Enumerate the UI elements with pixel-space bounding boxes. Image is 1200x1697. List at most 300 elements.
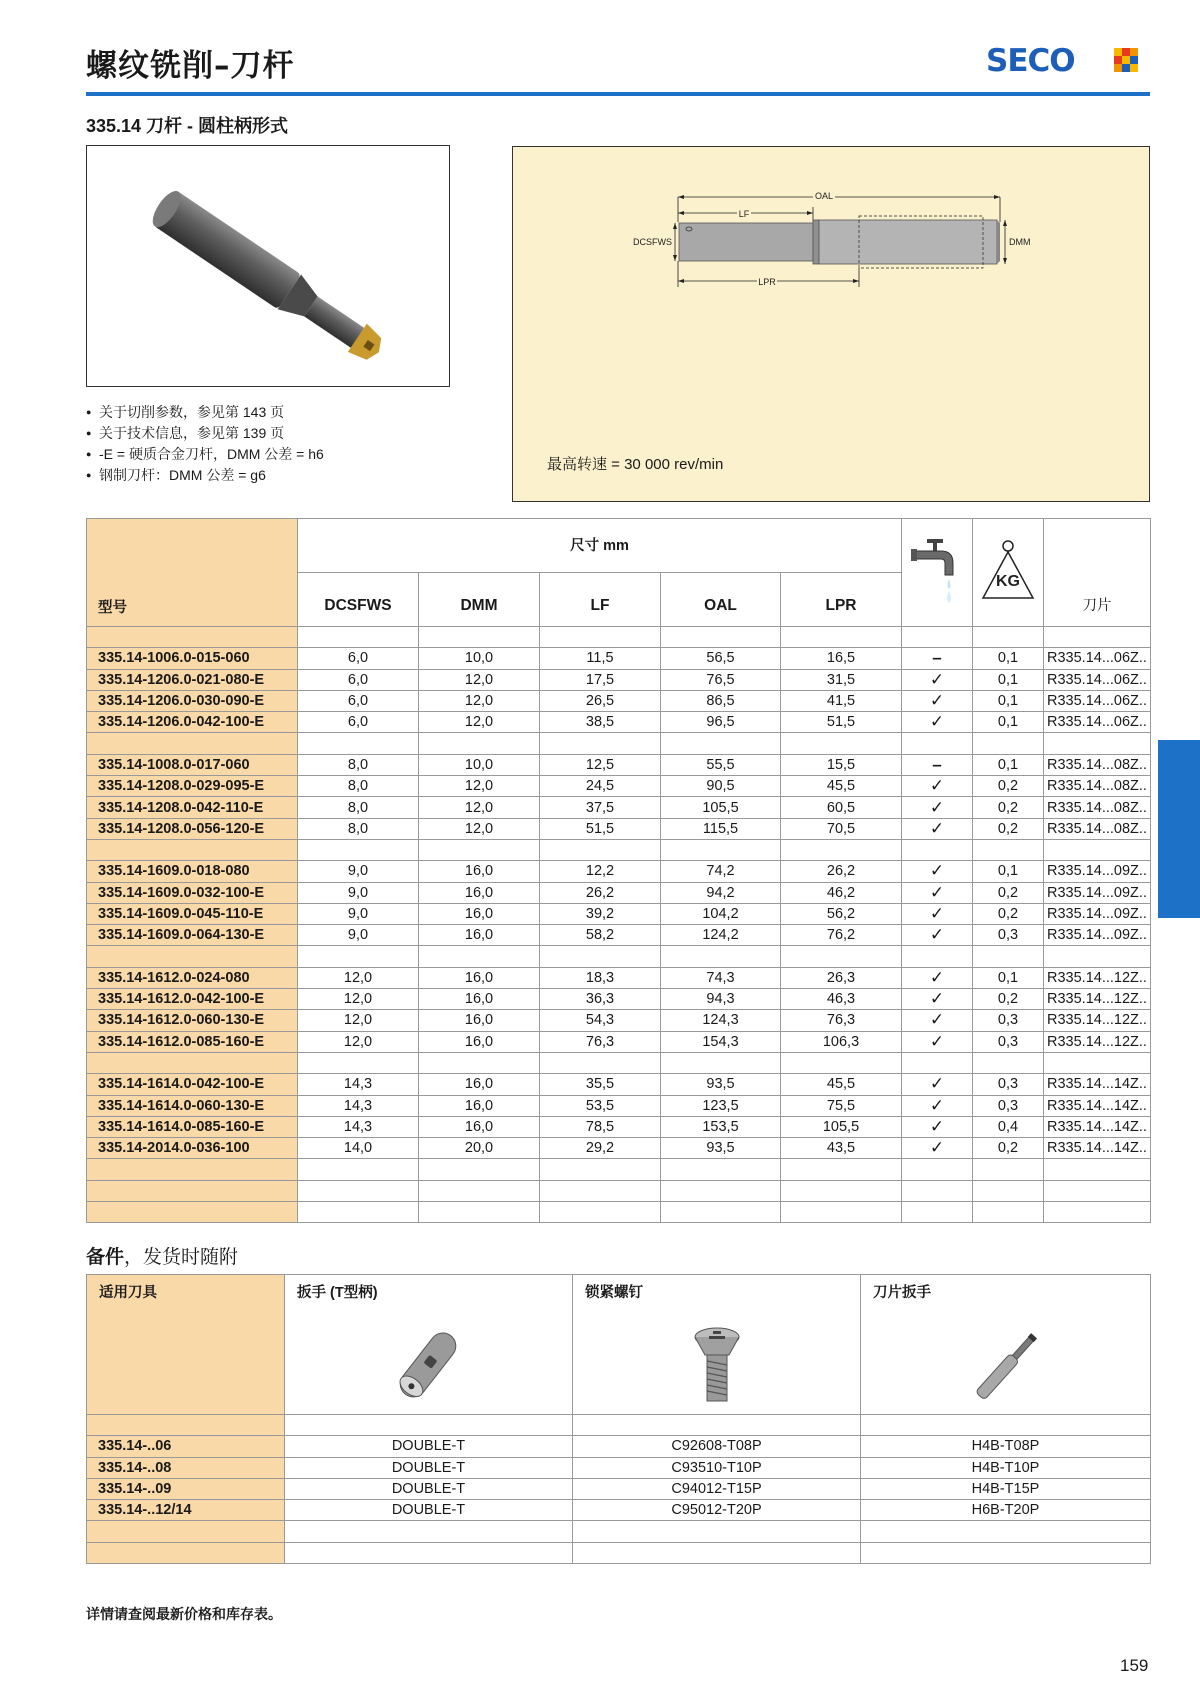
spacer-cell — [540, 946, 661, 967]
table-row — [87, 1095, 1151, 1116]
lf-cell: 58,2 — [540, 925, 661, 946]
logo-mark-icon — [1114, 48, 1138, 72]
lf-cell: 78,5 — [540, 1116, 661, 1137]
coolant-cell: ✓ — [902, 1074, 973, 1095]
kg-cell: 0,3 — [973, 1095, 1044, 1116]
oal-cell: 74,2 — [661, 861, 781, 882]
insert-cell: R335.14...08Z.. — [1044, 776, 1151, 797]
insert-cell: R335.14...14Z.. — [1044, 1095, 1151, 1116]
kg-cell: 0,2 — [973, 818, 1044, 839]
spacer-cell — [298, 627, 419, 648]
coolant-cell: ✓ — [902, 925, 973, 946]
screw-cell: C93510-T10P — [573, 1457, 861, 1478]
spacer-row — [87, 627, 1151, 648]
spacer-cell — [419, 627, 540, 648]
table-row — [87, 712, 1151, 733]
t-wrench-header — [285, 1275, 573, 1415]
insert-column-header: 刀片 — [1044, 519, 1151, 627]
lpr-cell: 70,5 — [781, 818, 902, 839]
kg-cell: 0,3 — [973, 925, 1044, 946]
dmm-column-header: DMM — [419, 573, 540, 627]
note-item: ● 关于切削参数，参见第 143 页 — [86, 402, 324, 423]
spacer-cell — [540, 1052, 661, 1073]
oal-cell: 104,2 — [661, 903, 781, 924]
dmm-cell: 10,0 — [419, 648, 540, 669]
coolant-cell: ✓ — [902, 1095, 973, 1116]
spacer-cell — [87, 1202, 298, 1223]
kg-cell: 0,1 — [973, 690, 1044, 711]
spacer-cell — [973, 627, 1044, 648]
oal-label: OAL — [814, 191, 834, 201]
dmm-cell: 12,0 — [419, 712, 540, 733]
insert-key-label: 刀片扳手 — [873, 1285, 931, 1301]
lf-cell: 37,5 — [540, 797, 661, 818]
note-item: ● 关于技术信息，参见第 139 页 — [86, 423, 324, 444]
spacer-cell — [573, 1521, 861, 1542]
dcsfws-cell: 12,0 — [298, 1010, 419, 1031]
dmm-cell: 16,0 — [419, 967, 540, 988]
coolant-cell: ✓ — [902, 797, 973, 818]
spacer-row — [87, 839, 1151, 860]
spacer-cell — [902, 946, 973, 967]
coolant-cell: ✓ — [902, 1116, 973, 1137]
kg-cell: 0,3 — [973, 1074, 1044, 1095]
dmm-cell: 16,0 — [419, 1031, 540, 1052]
spacer-cell — [781, 1202, 902, 1223]
lpr-cell: 51,5 — [781, 712, 902, 733]
dmm-cell: 10,0 — [419, 754, 540, 775]
spacer-cell — [781, 1180, 902, 1201]
dmm-cell: 16,0 — [419, 989, 540, 1010]
dmm-cell: 12,0 — [419, 818, 540, 839]
dcsfws-cell: 9,0 — [298, 861, 419, 882]
insert-key-header — [861, 1275, 1151, 1415]
model-cell: 335.14-1612.0-060-130-E — [87, 1010, 298, 1031]
dimension-drawing — [513, 147, 1149, 427]
kg-cell: 0,2 — [973, 776, 1044, 797]
screw-cell: C92608-T08P — [573, 1436, 861, 1457]
table-row — [87, 648, 1151, 669]
coolant-cell: – — [902, 754, 973, 775]
spacer-row — [87, 1180, 1151, 1201]
spacer-cell — [973, 733, 1044, 754]
dcsfws-cell: 12,0 — [298, 989, 419, 1010]
table-row — [87, 1138, 1151, 1159]
spacer-cell — [1044, 733, 1151, 754]
kg-cell: 0,1 — [973, 648, 1044, 669]
lpr-cell: 76,2 — [781, 925, 902, 946]
model-cell: 335.14-1206.0-021-080-E — [87, 669, 298, 690]
spacer-cell — [87, 733, 298, 754]
locking-screw-label: 锁紧螺钉 — [585, 1285, 643, 1301]
spacer-cell — [902, 839, 973, 860]
coolant-cell: ✓ — [902, 967, 973, 988]
lpr-cell: 26,2 — [781, 861, 902, 882]
oal-cell: 96,5 — [661, 712, 781, 733]
coolant-cell: ✓ — [902, 712, 973, 733]
key-cell: H6B-T20P — [861, 1500, 1151, 1521]
tool-image — [87, 146, 449, 386]
accessories-title-main: 备件 — [86, 1247, 125, 1268]
lpr-cell: 43,5 — [781, 1138, 902, 1159]
model-cell: 335.14-1206.0-042-100-E — [87, 712, 298, 733]
spacer-cell — [661, 1159, 781, 1180]
lf-cell: 17,5 — [540, 669, 661, 690]
insert-cell: R335.14...08Z.. — [1044, 818, 1151, 839]
lpr-column-header: LPR — [781, 573, 902, 627]
spacer-cell — [573, 1542, 861, 1563]
spacer-row — [87, 1159, 1151, 1180]
tool-cell: 335.14-..06 — [87, 1436, 285, 1457]
wrench-cell: DOUBLE-T — [285, 1500, 573, 1521]
spacer-cell — [285, 1521, 573, 1542]
spacer-cell — [781, 627, 902, 648]
key-cell: H4B-T08P — [861, 1436, 1151, 1457]
lpr-cell: 41,5 — [781, 690, 902, 711]
spacer-cell — [419, 1159, 540, 1180]
t-wrench-icon — [384, 1327, 474, 1407]
dcsfws-label: DCSFWS — [633, 237, 672, 247]
insert-cell: R335.14...08Z.. — [1044, 797, 1151, 818]
dcsfws-cell: 12,0 — [298, 1031, 419, 1052]
dcsfws-column-header: DCSFWS — [298, 573, 419, 627]
model-cell: 335.14-1208.0-042-110-E — [87, 797, 298, 818]
table-row — [87, 925, 1151, 946]
spec-table — [86, 518, 1151, 1223]
dmm-cell: 12,0 — [419, 669, 540, 690]
insert-cell: R335.14...09Z.. — [1044, 925, 1151, 946]
kg-cell: 0,4 — [973, 1116, 1044, 1137]
kg-cell: 0,2 — [973, 882, 1044, 903]
lpr-cell: 60,5 — [781, 797, 902, 818]
spacer-cell — [87, 1180, 298, 1201]
spacer-cell — [902, 1159, 973, 1180]
kg-cell: 0,3 — [973, 1031, 1044, 1052]
spacer-cell — [298, 733, 419, 754]
table-row — [87, 967, 1151, 988]
spacer-cell — [781, 839, 902, 860]
lpr-cell: 45,5 — [781, 1074, 902, 1095]
insert-cell: R335.14...06Z.. — [1044, 690, 1151, 711]
spacer-cell — [87, 1415, 285, 1436]
spacer-cell — [973, 1202, 1044, 1223]
spacer-cell — [298, 1202, 419, 1223]
kg-cell: 0,1 — [973, 754, 1044, 775]
page-number: 159 — [1120, 1656, 1149, 1675]
kg-column-header — [973, 519, 1044, 627]
kg-cell: 0,1 — [973, 861, 1044, 882]
model-cell: 335.14-1614.0-060-130-E — [87, 1095, 298, 1116]
section-subtitle: 335.14 刀杆 - 圆柱柄形式 — [86, 116, 289, 136]
dimension-group-header: 尺寸 mm — [298, 519, 902, 573]
lf-cell: 35,5 — [540, 1074, 661, 1095]
spacer-cell — [781, 1052, 902, 1073]
spacer-cell — [419, 839, 540, 860]
spacer-row — [87, 1415, 1151, 1436]
lpr-cell: 56,2 — [781, 903, 902, 924]
spacer-cell — [781, 733, 902, 754]
oal-cell: 124,2 — [661, 925, 781, 946]
dmm-cell: 16,0 — [419, 1095, 540, 1116]
spacer-row — [87, 946, 1151, 967]
accessories-table-body — [87, 1415, 1151, 1564]
model-cell: 335.14-1614.0-042-100-E — [87, 1074, 298, 1095]
model-cell: 335.14-1614.0-085-160-E — [87, 1116, 298, 1137]
technical-drawing — [512, 146, 1150, 502]
spacer-cell — [87, 1542, 285, 1563]
lf-cell: 54,3 — [540, 1010, 661, 1031]
kg-cell: 0,2 — [973, 903, 1044, 924]
spacer-cell — [87, 1159, 298, 1180]
spacer-cell — [419, 1052, 540, 1073]
coolant-cell: ✓ — [902, 1031, 973, 1052]
screw-cell: C95012-T20P — [573, 1500, 861, 1521]
key-cell: H4B-T10P — [861, 1457, 1151, 1478]
dmm-cell: 16,0 — [419, 882, 540, 903]
spacer-cell — [902, 1052, 973, 1073]
lf-cell: 76,3 — [540, 1031, 661, 1052]
spacer-cell — [973, 1052, 1044, 1073]
dcsfws-cell: 8,0 — [298, 754, 419, 775]
spacer-cell — [661, 946, 781, 967]
lf-cell: 38,5 — [540, 712, 661, 733]
insert-cell: R335.14...14Z.. — [1044, 1138, 1151, 1159]
spacer-cell — [87, 1521, 285, 1542]
table-row — [87, 1478, 1151, 1499]
tool-cell: 335.14-..08 — [87, 1457, 285, 1478]
lpr-cell: 45,5 — [781, 776, 902, 797]
insert-cell: R335.14...12Z.. — [1044, 989, 1151, 1010]
spacer-cell — [861, 1542, 1151, 1563]
spacer-row — [87, 1542, 1151, 1563]
dcsfws-cell: 9,0 — [298, 925, 419, 946]
spacer-cell — [540, 839, 661, 860]
spacer-cell — [902, 627, 973, 648]
spacer-cell — [661, 627, 781, 648]
oal-cell: 105,5 — [661, 797, 781, 818]
spacer-cell — [1044, 1159, 1151, 1180]
spacer-cell — [973, 1180, 1044, 1201]
coolant-cell: ✓ — [902, 903, 973, 924]
spacer-cell — [540, 1202, 661, 1223]
dmm-cell: 12,0 — [419, 776, 540, 797]
insert-cell: R335.14...09Z.. — [1044, 861, 1151, 882]
lf-cell: 39,2 — [540, 903, 661, 924]
spacer-row — [87, 1052, 1151, 1073]
model-cell: 335.14-1612.0-085-160-E — [87, 1031, 298, 1052]
model-cell: 335.14-2014.0-036-100 — [87, 1138, 298, 1159]
dmm-cell: 16,0 — [419, 925, 540, 946]
model-cell: 335.14-1609.0-064-130-E — [87, 925, 298, 946]
model-cell: 335.14-1206.0-030-090-E — [87, 690, 298, 711]
insert-key-icon — [961, 1327, 1051, 1407]
spacer-cell — [1044, 1202, 1151, 1223]
table-row — [87, 1116, 1151, 1137]
spacer-cell — [1044, 1052, 1151, 1073]
lpr-cell: 46,2 — [781, 882, 902, 903]
spacer-cell — [902, 1180, 973, 1201]
lf-cell: 53,5 — [540, 1095, 661, 1116]
wrench-cell: DOUBLE-T — [285, 1478, 573, 1499]
insert-cell: R335.14...12Z.. — [1044, 1010, 1151, 1031]
insert-cell: R335.14...09Z.. — [1044, 903, 1151, 924]
spacer-cell — [540, 627, 661, 648]
coolant-column-header — [902, 519, 973, 627]
dcsfws-cell: 9,0 — [298, 903, 419, 924]
footer-note: 详情请查阅最新价格和库存表。 — [86, 1606, 282, 1622]
spacer-row — [87, 733, 1151, 754]
spacer-cell — [298, 1052, 419, 1073]
coolant-cell: ✓ — [902, 882, 973, 903]
tool-cell: 335.14-..09 — [87, 1478, 285, 1499]
coolant-cell: ✓ — [902, 989, 973, 1010]
dmm-cell: 12,0 — [419, 797, 540, 818]
page-title: 螺纹铣削–刀杆 — [86, 48, 295, 84]
spec-table-body — [87, 627, 1151, 1223]
spacer-cell — [87, 839, 298, 860]
spacer-row — [87, 1202, 1151, 1223]
spacer-cell — [861, 1415, 1151, 1436]
kg-cell: 0,2 — [973, 1138, 1044, 1159]
insert-cell: R335.14...09Z.. — [1044, 882, 1151, 903]
table-row — [87, 989, 1151, 1010]
table-row — [87, 1457, 1151, 1478]
kg-cell: 0,2 — [973, 797, 1044, 818]
logo-text: SECO — [986, 43, 1075, 79]
oal-column-header: OAL — [661, 573, 781, 627]
lf-cell: 12,2 — [540, 861, 661, 882]
insert-cell: R335.14...08Z.. — [1044, 754, 1151, 775]
dmm-cell: 16,0 — [419, 1010, 540, 1031]
table-row — [87, 861, 1151, 882]
spacer-cell — [419, 1202, 540, 1223]
lpr-cell: 105,5 — [781, 1116, 902, 1137]
model-cell: 335.14-1612.0-042-100-E — [87, 989, 298, 1010]
dmm-cell: 16,0 — [419, 1074, 540, 1095]
lpr-cell: 106,3 — [781, 1031, 902, 1052]
table-row — [87, 1500, 1151, 1521]
spacer-cell — [861, 1521, 1151, 1542]
model-cell: 335.14-1208.0-056-120-E — [87, 818, 298, 839]
oal-cell: 90,5 — [661, 776, 781, 797]
spacer-cell — [661, 1052, 781, 1073]
spacer-cell — [87, 946, 298, 967]
spacer-cell — [298, 946, 419, 967]
oal-cell: 154,3 — [661, 1031, 781, 1052]
spacer-cell — [540, 733, 661, 754]
dcsfws-cell: 12,0 — [298, 967, 419, 988]
dcsfws-cell: 8,0 — [298, 818, 419, 839]
spacer-cell — [298, 1180, 419, 1201]
spacer-cell — [1044, 839, 1151, 860]
lf-cell: 11,5 — [540, 648, 661, 669]
lpr-label: LPR — [758, 277, 776, 287]
kg-cell: 0,1 — [973, 712, 1044, 733]
lf-cell: 36,3 — [540, 989, 661, 1010]
model-cell: 335.14-1609.0-018-080 — [87, 861, 298, 882]
spacer-cell — [661, 1180, 781, 1201]
spacer-cell — [419, 733, 540, 754]
insert-cell: R335.14...06Z.. — [1044, 669, 1151, 690]
insert-cell: R335.14...14Z.. — [1044, 1116, 1151, 1137]
spacer-cell — [1044, 1180, 1151, 1201]
spacer-cell — [419, 946, 540, 967]
model-cell: 335.14-1006.0-015-060 — [87, 648, 298, 669]
lf-cell: 29,2 — [540, 1138, 661, 1159]
dmm-cell: 16,0 — [419, 903, 540, 924]
spacer-cell — [87, 1052, 298, 1073]
table-row — [87, 797, 1151, 818]
lf-cell: 12,5 — [540, 754, 661, 775]
dcsfws-cell: 6,0 — [298, 712, 419, 733]
lpr-cell: 46,3 — [781, 989, 902, 1010]
lf-cell: 26,5 — [540, 690, 661, 711]
model-cell: 335.14-1208.0-029-095-E — [87, 776, 298, 797]
table-row — [87, 818, 1151, 839]
lf-cell: 24,5 — [540, 776, 661, 797]
oal-cell: 153,5 — [661, 1116, 781, 1137]
wrench-cell: DOUBLE-T — [285, 1457, 573, 1478]
oal-cell: 115,5 — [661, 818, 781, 839]
spacer-cell — [540, 1180, 661, 1201]
title-rule — [86, 92, 1150, 96]
model-cell: 335.14-1612.0-024-080 — [87, 967, 298, 988]
oal-cell: 55,5 — [661, 754, 781, 775]
table-row — [87, 882, 1151, 903]
oal-cell: 93,5 — [661, 1138, 781, 1159]
coolant-cell: ✓ — [902, 1138, 973, 1159]
locking-screw-header — [573, 1275, 861, 1415]
weight-icon — [981, 536, 1035, 604]
lpr-cell: 16,5 — [781, 648, 902, 669]
dmm-cell: 20,0 — [419, 1138, 540, 1159]
spacer-cell — [573, 1415, 861, 1436]
oal-cell: 94,3 — [661, 989, 781, 1010]
spacer-cell — [973, 946, 1044, 967]
spacer-cell — [285, 1542, 573, 1563]
lpr-cell: 75,5 — [781, 1095, 902, 1116]
dcsfws-cell: 6,0 — [298, 669, 419, 690]
dcsfws-cell: 6,0 — [298, 690, 419, 711]
table-row — [87, 669, 1151, 690]
table-row — [87, 776, 1151, 797]
coolant-cell: ✓ — [902, 669, 973, 690]
dcsfws-cell: 14,0 — [298, 1138, 419, 1159]
tool-cell: 335.14-..12/14 — [87, 1500, 285, 1521]
spacer-cell — [781, 946, 902, 967]
wrench-cell: DOUBLE-T — [285, 1436, 573, 1457]
spacer-cell — [419, 1180, 540, 1201]
table-row — [87, 1031, 1151, 1052]
locking-screw-icon — [687, 1327, 747, 1407]
coolant-cell: ✓ — [902, 861, 973, 882]
dcsfws-cell: 14,3 — [298, 1095, 419, 1116]
coolant-cell: – — [902, 648, 973, 669]
oal-cell: 56,5 — [661, 648, 781, 669]
dcsfws-cell: 14,3 — [298, 1074, 419, 1095]
insert-cell: R335.14...12Z.. — [1044, 1031, 1151, 1052]
spacer-row — [87, 1521, 1151, 1542]
dcsfws-cell: 14,3 — [298, 1116, 419, 1137]
coolant-cell: ✓ — [902, 690, 973, 711]
spacer-cell — [661, 839, 781, 860]
coolant-cell: ✓ — [902, 818, 973, 839]
dcsfws-cell: 9,0 — [298, 882, 419, 903]
product-photo — [86, 145, 450, 387]
max-speed-note: 最高转速 = 30 000 rev/min — [547, 456, 724, 473]
model-column-header: 型号 — [87, 519, 298, 627]
oal-cell: 124,3 — [661, 1010, 781, 1031]
